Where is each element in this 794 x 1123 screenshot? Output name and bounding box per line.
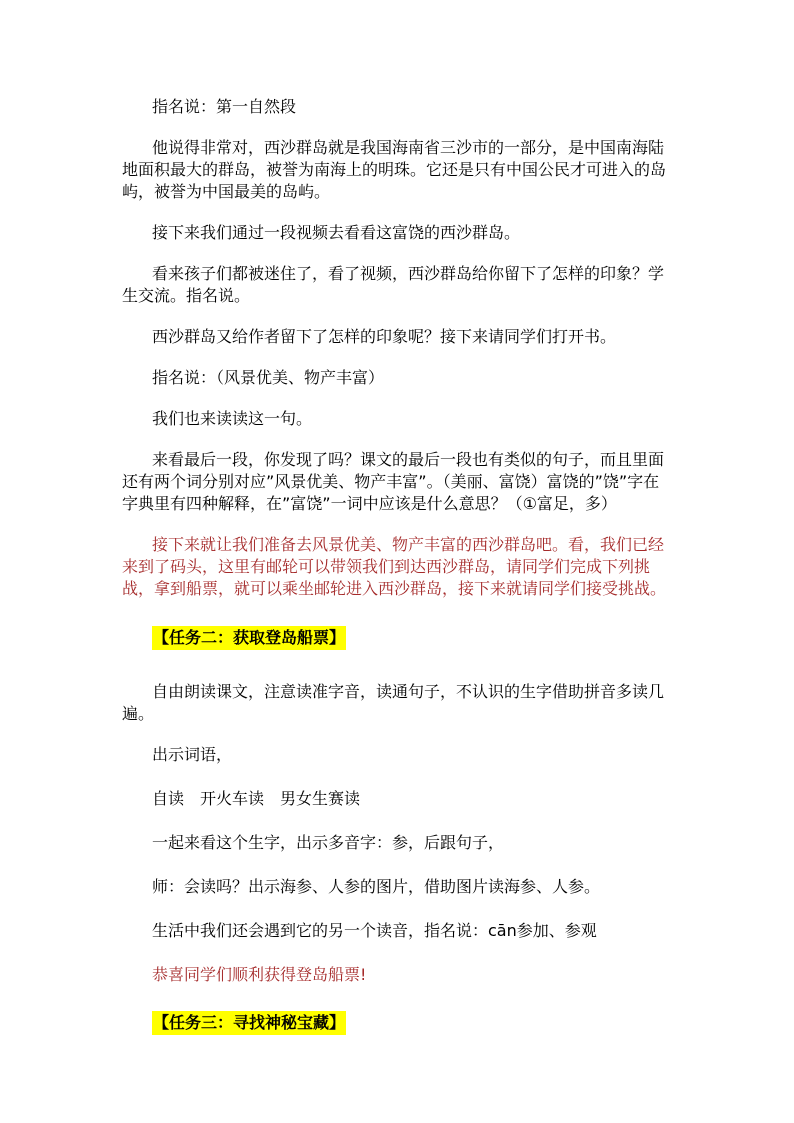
task2-heading: 【任务二：获取登岛船票】 — [152, 626, 346, 650]
highlighted-paragraph: 恭喜同学们顺利获得登岛船票! — [152, 965, 367, 984]
highlighted-paragraph: 接下来就让我们准备去风景优美、物产丰富的西沙群岛吧。看，我们已经来到了码头，这里有邮轮可以带领我们到达西沙群岛，请同学们完成下列挑战，拿到船票，就可以乘坐邮轮进入西沙群岛，接下来就请同学们接受挑战。 — [122, 535, 667, 598]
paragraph: 西沙群岛又给作者留下了怎样的印象呢？接下来请同学们打开书。 — [152, 327, 617, 346]
paragraph: 他说得非常对，西沙群岛就是我国海南省三沙市的一部分，是中国南海陆地面积最大的群岛，被誉为南海上的明珠。它还是只有中国公民才可进入的岛屿，被誉为中国最美的岛屿。 — [122, 138, 667, 201]
paragraph: 师：会读吗？出示海参、人参的图片，借助图片读海参、人参。 — [152, 877, 601, 896]
document-page — [122, 96, 674, 1037]
paragraph: 指名说：（风景优美、物产丰富） — [152, 368, 385, 387]
paragraph: 自由朗读课文，注意读准字音，读通句子，不认识的生字借助拼音多读几遍。 — [122, 682, 665, 723]
paragraph: 指名说：第一自然段 — [152, 97, 297, 116]
paragraph: 生活中我们还会遇到它的另一个读音，指名说：cān参加、参观 — [152, 921, 597, 940]
paragraph: 出示词语， — [152, 745, 233, 764]
paragraph: 看来孩子们都被迷住了，看了视频，西沙群岛给你留下了怎样的印象？学生交流。指名说。 — [122, 264, 665, 305]
task2-heading-row — [122, 626, 674, 652]
paragraph: 接下来我们通过一段视频去看看这富饶的西沙群岛。 — [152, 223, 521, 242]
paragraph: 来看最后一段，你发现了吗？课文的最后一段也有类似的句子，而且里面还有两个词分别对应”风景优美、物产丰富”。（美丽、富饶）富饶的”饶”字在字典里有四种解释，在”富饶”一词中应该是什么意思？（①富足，多） — [122, 450, 665, 513]
task3-heading-row — [122, 1011, 674, 1037]
paragraph: 自读 开火车读 男女生赛读 — [152, 789, 361, 808]
paragraph: 一起来看这个生字，出示多音字：参，后跟句子， — [152, 833, 505, 852]
paragraph: 我们也来读读这一句。 — [152, 409, 313, 428]
task3-heading: 【任务三：寻找神秘宝藏】 — [152, 1011, 346, 1035]
